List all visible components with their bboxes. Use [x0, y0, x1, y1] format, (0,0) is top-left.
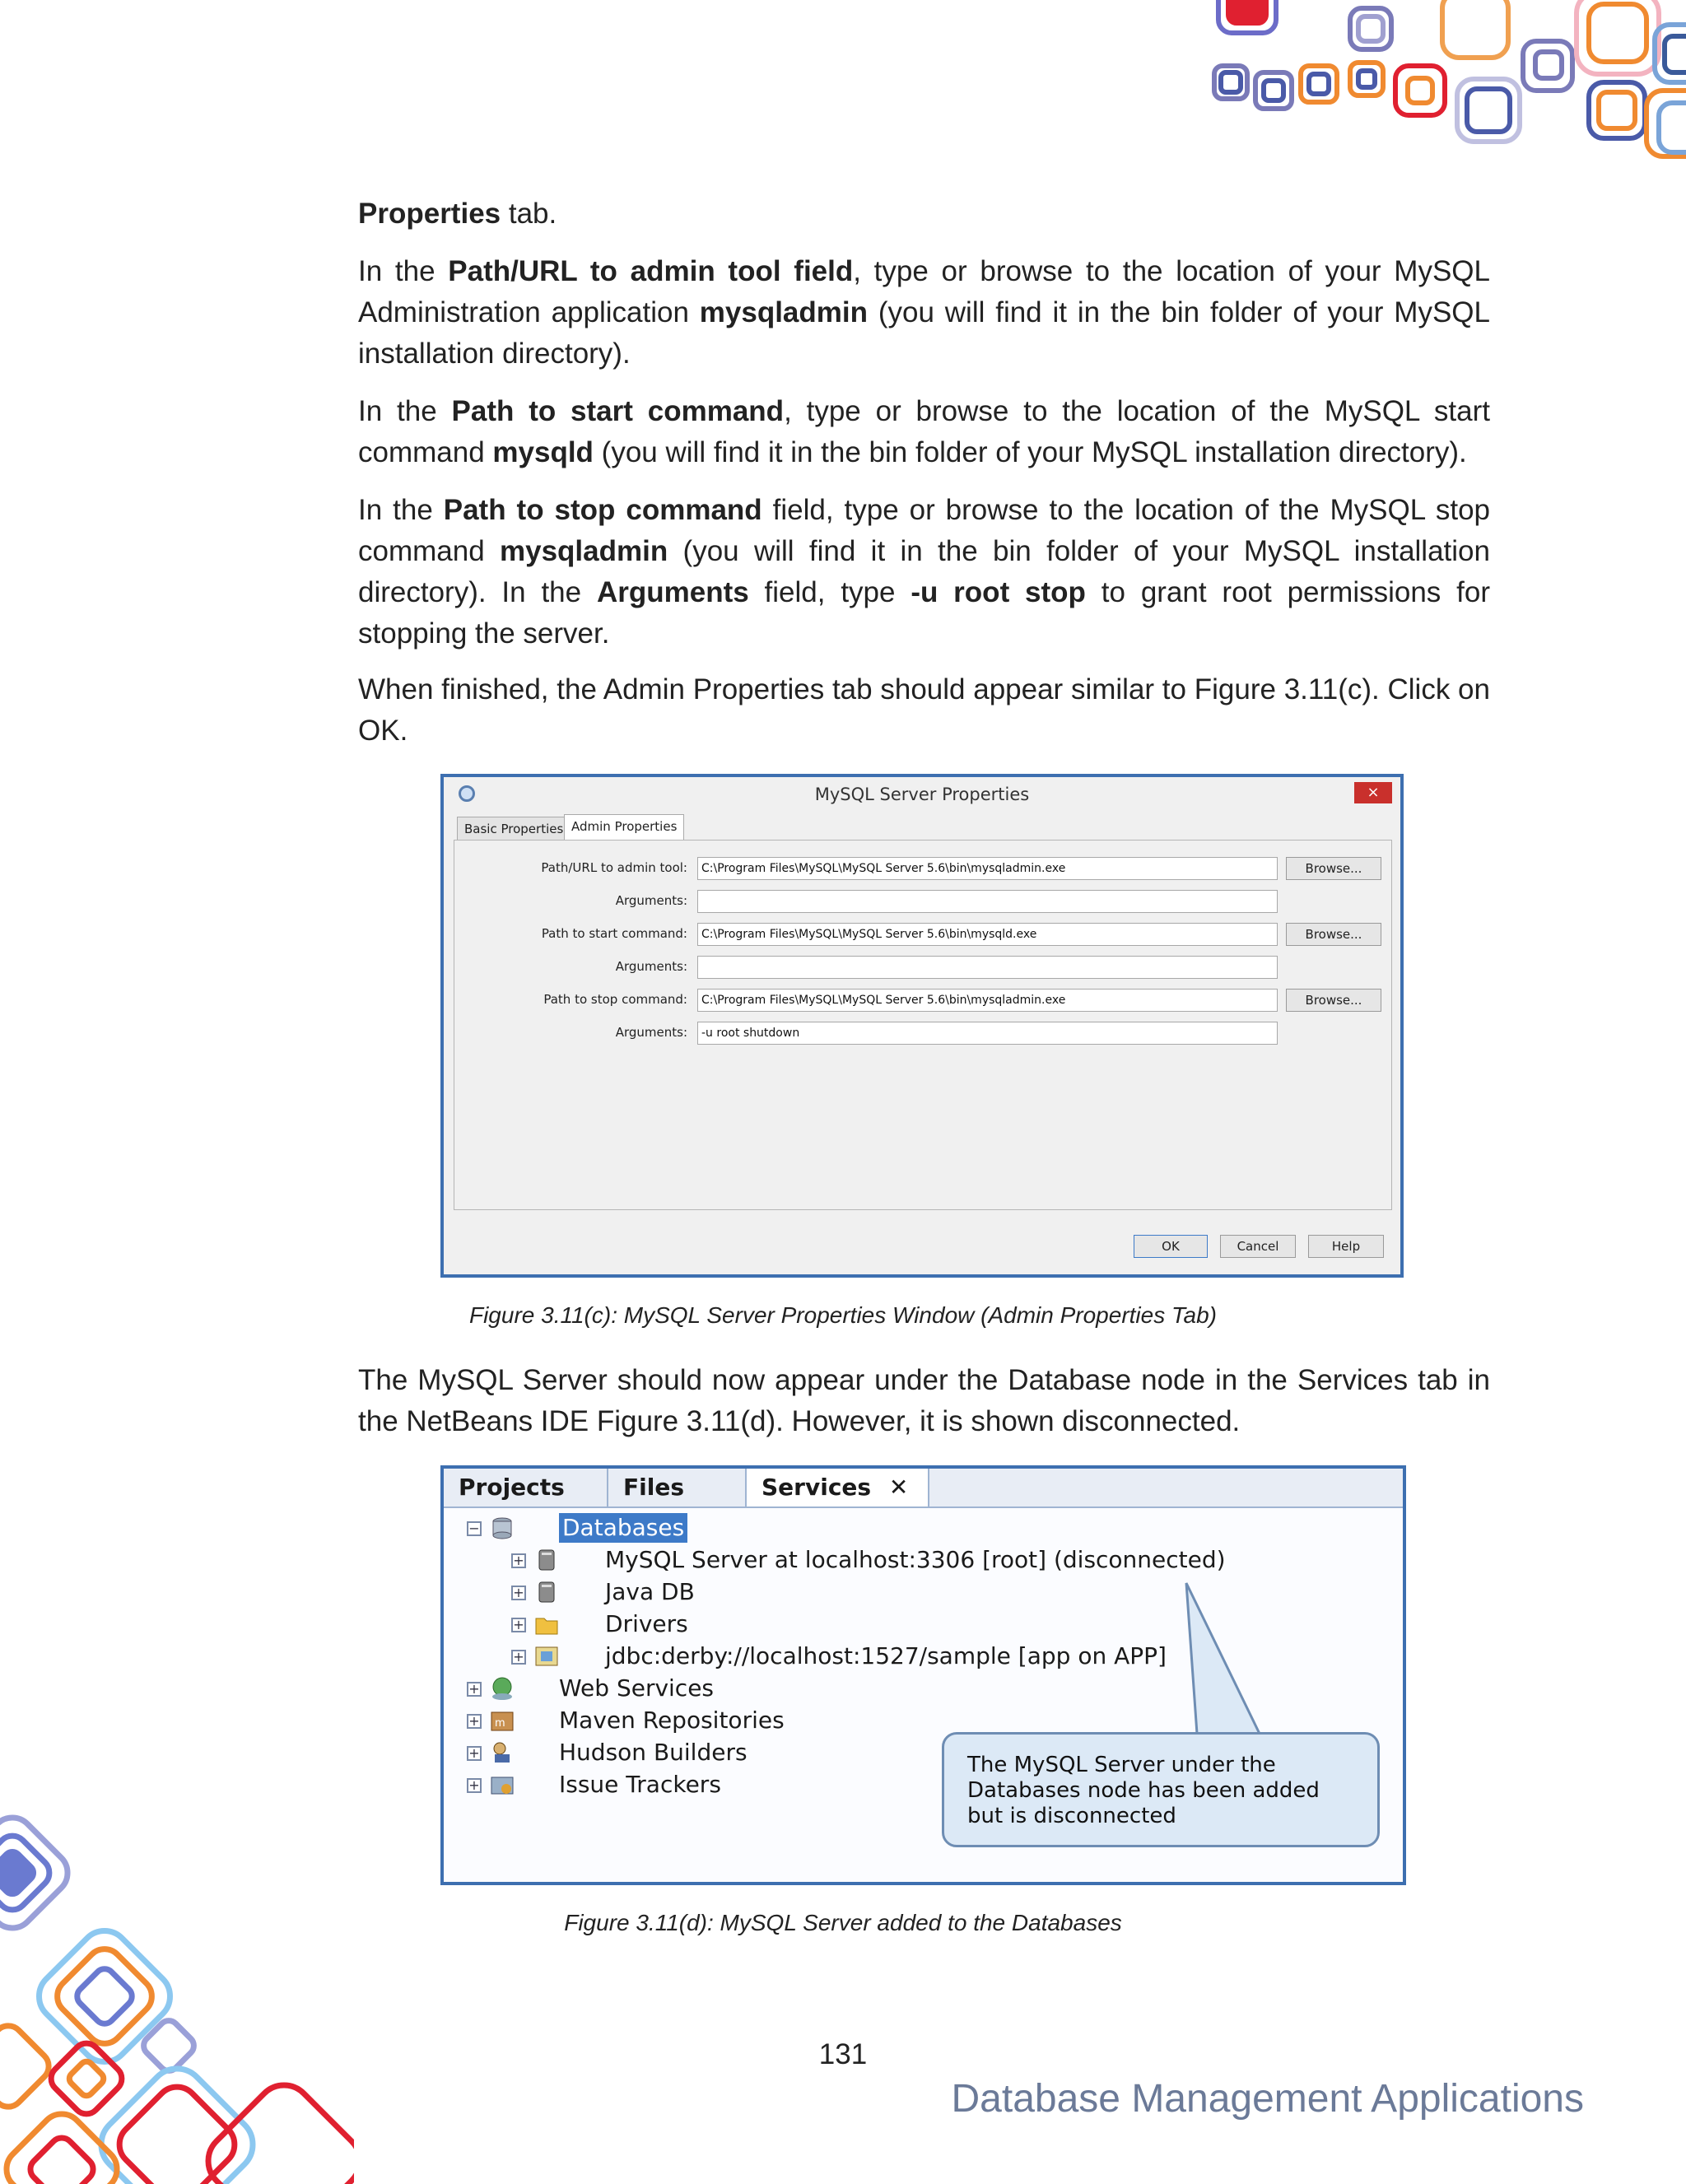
stop-arguments-input[interactable]: -u root shutdown — [697, 1022, 1278, 1045]
text: In the — [358, 395, 452, 427]
admin-properties-panel — [454, 840, 1392, 1210]
expand-icon[interactable]: + — [467, 1746, 482, 1761]
admin-tool-label: Path/URL to admin tool: — [541, 860, 687, 875]
callout-note: The MySQL Server under the Databases node has been added but is disconnected — [942, 1732, 1380, 1847]
text: (you will find it in the bin folder of your MySQL installation directory). — [593, 436, 1467, 468]
paragraph-when-finished: When finished, the Admin Properties tab should appear similar to Figure 3.11(c). Click on OK. — [358, 673, 1490, 747]
stop-command-input[interactable]: C:\Program Files\MySQL\MySQL Server 5.6\bin\mysqladmin.exe — [697, 989, 1278, 1012]
paragraph-stop-command — [358, 490, 1490, 654]
expand-icon[interactable]: + — [467, 1778, 482, 1793]
start-arguments-input[interactable] — [697, 956, 1278, 979]
hudson-builders-node[interactable]: Hudson Builders — [559, 1739, 748, 1766]
collapse-icon[interactable]: − — [467, 1521, 482, 1536]
decorative-diamonds-bottom-left — [0, 1786, 354, 2184]
java-db-node[interactable]: Java DB — [605, 1578, 695, 1605]
close-tab-icon[interactable]: ✕ — [888, 1474, 909, 1501]
stop-arguments-label: Arguments: — [615, 1025, 687, 1040]
bold-term: Properties — [358, 198, 501, 230]
netbeans-services-panel — [440, 1465, 1406, 1885]
start-command-input[interactable]: C:\Program Files\MySQL\MySQL Server 5.6\bin\mysqld.exe — [697, 923, 1278, 946]
expand-icon[interactable]: + — [511, 1586, 526, 1600]
paragraph-admin-tool — [358, 251, 1490, 375]
footer-title: Database Management Applications — [951, 2077, 1584, 2121]
text: (you will find it in the bin folder of your MySQL installation directory). In the — [358, 535, 1490, 608]
page-number: 131 — [818, 2038, 868, 2070]
bold-term: mysqld — [492, 436, 594, 468]
paragraph-mysql-server-appears: The MySQL Server should now appear under the Database node in the Services tab in the NetBeans IDE Figure 3.11(d). However, it is shown disconnected. — [358, 1364, 1490, 1437]
help-button[interactable]: Help — [1308, 1235, 1384, 1258]
dialog-title: MySQL Server Properties — [814, 785, 1030, 804]
paragraph-start-command — [358, 391, 1490, 473]
admin-arguments-label: Arguments: — [615, 893, 687, 908]
svg-text:m: m — [495, 1717, 505, 1730]
bold-term: Path to stop command — [443, 494, 762, 526]
text: , type or browse to the location of your MySQL Administration application — [358, 255, 1490, 328]
browse-stop-command-button[interactable]: Browse... — [1286, 989, 1381, 1012]
browse-start-command-button[interactable]: Browse... — [1286, 923, 1381, 946]
tab-projects[interactable]: Projects — [444, 1469, 608, 1506]
text: tab. — [501, 198, 557, 230]
issue-trackers-node: Issue Trackers — [559, 1771, 721, 1798]
drivers-node[interactable]: Drivers — [605, 1610, 688, 1637]
tab-files[interactable]: Files — [608, 1469, 747, 1506]
expand-icon[interactable]: + — [511, 1650, 526, 1665]
text: to grant root permissions for stopping the server. — [358, 576, 1490, 650]
cancel-button[interactable]: Cancel — [1220, 1235, 1296, 1258]
tab-basic-properties[interactable]: Basic Properties — [457, 817, 571, 841]
figure-caption-c: Figure 3.11(c): MySQL Server Properties Window (Admin Properties Tab) — [468, 1302, 1218, 1328]
figure-caption-d: Figure 3.11(d): MySQL Server added to the Databases — [564, 1910, 1122, 1935]
expand-icon[interactable]: + — [511, 1618, 526, 1632]
admin-tool-input[interactable]: C:\Program Files\MySQL\MySQL Server 5.6\bin\mysqladmin.exe — [697, 857, 1278, 880]
databases-node[interactable]: Databases — [559, 1513, 687, 1543]
bold-term: -u root stop — [911, 576, 1086, 608]
browse-admin-tool-button[interactable]: Browse... — [1286, 857, 1381, 880]
mysql-server-properties-dialog — [440, 774, 1404, 1278]
text: field, type — [748, 576, 911, 608]
expand-icon[interactable]: + — [467, 1682, 482, 1697]
close-button[interactable]: × — [1354, 782, 1392, 803]
admin-arguments-input[interactable] — [697, 890, 1278, 913]
decorative-squares-top-right — [1210, 0, 1686, 165]
bold-term: mysqladmin — [500, 535, 668, 567]
start-arguments-label: Arguments: — [615, 959, 687, 974]
web-services-node[interactable]: Web Services — [559, 1674, 715, 1702]
text: In the — [358, 494, 444, 526]
ok-button[interactable]: OK — [1134, 1235, 1208, 1258]
jdbc-connection-node[interactable]: jdbc:derby://localhost:1527/sample [app on APP] — [605, 1642, 1167, 1669]
text: (you will find it in the bin folder of your MySQL installation directory). — [358, 296, 1490, 370]
bold-term: mysqladmin — [699, 296, 869, 328]
text: In the — [358, 255, 449, 287]
bold-term: Path to start command — [451, 395, 785, 427]
tab-services-label: Services — [761, 1474, 872, 1501]
bold-term: Path/URL to admin tool field — [448, 255, 854, 287]
tab-admin-properties[interactable]: Admin Properties — [564, 814, 684, 841]
maven-repositories-node[interactable]: Maven Repositories — [559, 1707, 785, 1734]
mysql-server-node[interactable]: MySQL Server at localhost:3306 [root] (disconnected) — [605, 1546, 1226, 1573]
paragraph-properties-tab — [358, 193, 1490, 235]
text: , type or browse to the location of the MySQL start command — [358, 395, 1490, 468]
text: field, type or browse to the location of the MySQL stop command — [358, 494, 1491, 567]
stop-command-label: Path to stop command: — [543, 992, 687, 1007]
start-command-label: Path to start command: — [541, 926, 687, 941]
expand-icon[interactable]: + — [467, 1714, 482, 1729]
bold-term: Arguments — [596, 576, 749, 608]
expand-icon[interactable]: + — [511, 1553, 526, 1568]
